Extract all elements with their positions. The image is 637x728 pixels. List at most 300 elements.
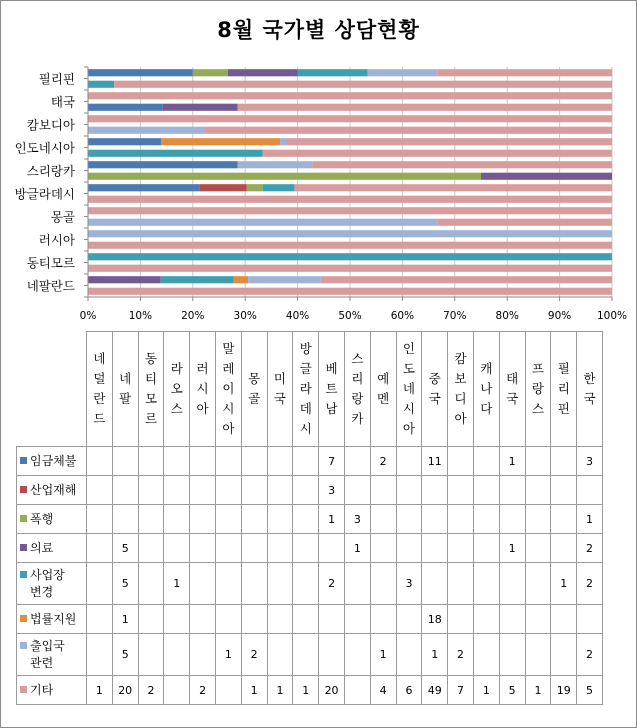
- table-cell: [344, 676, 370, 705]
- bar-segment: [437, 69, 612, 76]
- table-cell: [525, 476, 551, 505]
- table-cell: [267, 476, 293, 505]
- bar-segment: [88, 115, 612, 122]
- table-cell: [370, 605, 396, 634]
- row-label: [17, 676, 87, 705]
- table-cell: [473, 563, 499, 605]
- column-header: [87, 332, 113, 447]
- table-cell: 6: [396, 676, 422, 705]
- bar-segment: [263, 150, 612, 157]
- table-cell: [370, 563, 396, 605]
- table-cell: [396, 505, 422, 534]
- bar-segment: [88, 184, 199, 191]
- column-header-label: 동 티 모 르: [144, 351, 158, 426]
- table-cell: 1: [293, 676, 319, 705]
- table-cell: [164, 634, 190, 676]
- table-cell: [241, 563, 267, 605]
- x-tick-label: 20%: [181, 310, 205, 322]
- table-cell: [448, 447, 474, 476]
- table-cell: 1: [164, 563, 190, 605]
- bar-segment: [287, 138, 612, 145]
- column-header: [164, 332, 190, 447]
- column-header: [396, 332, 422, 447]
- table-cell: [344, 476, 370, 505]
- bar-segment: [88, 265, 612, 272]
- table-cell: [241, 476, 267, 505]
- table-cell: [499, 563, 525, 605]
- table-cell: [267, 634, 293, 676]
- legend-swatch: [20, 686, 27, 693]
- column-header: [293, 332, 319, 447]
- table-cell: 2: [577, 534, 603, 563]
- table-cell: [473, 447, 499, 476]
- bar-segment: [88, 104, 163, 111]
- table-cell: [267, 563, 293, 605]
- table-cell: [344, 447, 370, 476]
- column-header: [267, 332, 293, 447]
- table-cell: 1: [577, 505, 603, 534]
- table-row: [17, 676, 603, 705]
- x-tick-label: 30%: [233, 310, 257, 322]
- column-header-label: 말 레 이 시 아: [222, 341, 235, 436]
- table-cell: 1: [525, 676, 551, 705]
- bar-segment: [193, 69, 228, 76]
- table-cell: 2: [448, 634, 474, 676]
- table-cell: 5: [499, 676, 525, 705]
- column-header: [577, 332, 603, 447]
- table-cell: [293, 476, 319, 505]
- table-cell: [190, 605, 216, 634]
- table-cell: [370, 534, 396, 563]
- column-header: [241, 332, 267, 447]
- column-header: [344, 332, 370, 447]
- column-header: [112, 332, 138, 447]
- x-tick-label: 10%: [128, 310, 153, 322]
- table-cell: [344, 634, 370, 676]
- bar-segment: [88, 150, 263, 157]
- bar-chart: [0, 0, 637, 330]
- data-table: [16, 331, 603, 705]
- legend-swatch: [20, 571, 27, 578]
- table-cell: [241, 605, 267, 634]
- column-header-label: 러 시 아: [196, 361, 209, 416]
- bar-segment: [437, 219, 612, 226]
- column-header-label: 인 도 네 시 아: [402, 341, 415, 436]
- bar-segment: [88, 196, 612, 203]
- bar-segment: [294, 184, 612, 191]
- table-cell: [499, 634, 525, 676]
- column-header: [473, 332, 499, 447]
- legend-label: 출입국 관련: [30, 638, 65, 670]
- column-header: [319, 332, 345, 447]
- legend-label: 사업장 변경: [30, 567, 65, 599]
- table-cell: [396, 476, 422, 505]
- column-header-label: 라 오 스: [170, 361, 183, 416]
- bar-segment: [199, 184, 247, 191]
- table-cell: 18: [422, 605, 448, 634]
- table-cell: 1: [422, 634, 448, 676]
- table-row: [17, 563, 603, 605]
- table-cell: [164, 605, 190, 634]
- table-cell: [448, 476, 474, 505]
- table-cell: [112, 476, 138, 505]
- column-header-label: 캄 보 디 아: [454, 351, 467, 426]
- column-header: [448, 332, 474, 447]
- table-cell: [551, 605, 577, 634]
- bar-segment: [298, 69, 368, 76]
- table-cell: 1: [87, 676, 113, 705]
- table-cell: [164, 505, 190, 534]
- table-cell: [396, 447, 422, 476]
- row-label: [17, 447, 87, 476]
- bar-segment: [88, 230, 612, 237]
- table-cell: [241, 447, 267, 476]
- x-tick-label: 0%: [79, 310, 97, 322]
- table-cell: [422, 534, 448, 563]
- column-header-label: 중 국: [428, 371, 441, 406]
- table-cell: [293, 534, 319, 563]
- y-tick-label: 스리랑카: [26, 163, 75, 179]
- table-cell: [241, 534, 267, 563]
- bar-segment: [481, 173, 612, 180]
- table-cell: [525, 563, 551, 605]
- table-cell: 1: [499, 534, 525, 563]
- table-cell: 3: [396, 563, 422, 605]
- table-cell: [577, 605, 603, 634]
- bar-segment: [248, 276, 321, 283]
- bar-segment: [247, 184, 263, 191]
- table-row: [17, 634, 603, 676]
- x-tick-label: 60%: [390, 310, 415, 322]
- legend-label: 기타: [30, 682, 54, 697]
- column-header-label: 베 트 남: [325, 361, 338, 416]
- table-cell: [190, 634, 216, 676]
- table-row: [17, 447, 603, 476]
- y-tick-label: 필리핀: [38, 71, 75, 87]
- y-tick-label: 동티모르: [26, 255, 75, 271]
- table-cell: [112, 505, 138, 534]
- bar-segment: [88, 161, 238, 168]
- column-header: [215, 332, 241, 447]
- bar-segment: [228, 69, 298, 76]
- table-cell: [319, 605, 345, 634]
- table-cell: [473, 605, 499, 634]
- bar-segment: [163, 104, 238, 111]
- table-cell: [551, 447, 577, 476]
- table-cell: 11: [422, 447, 448, 476]
- bar-segment: [88, 276, 161, 283]
- table-cell: [87, 476, 113, 505]
- table-header-row: [17, 332, 603, 447]
- column-header-label: 필 리 핀: [557, 361, 570, 416]
- bar-segment: [204, 127, 612, 134]
- column-header-label: 캐 나 다: [480, 361, 493, 416]
- table-cell: [164, 676, 190, 705]
- table-cell: [473, 534, 499, 563]
- table-cell: [190, 534, 216, 563]
- table-cell: 20: [319, 676, 345, 705]
- x-tick-label: 80%: [495, 310, 519, 322]
- table-cell: 1: [551, 563, 577, 605]
- column-header-label: 미 국: [273, 371, 286, 406]
- table-row: [17, 476, 603, 505]
- y-tick-labels: [15, 72, 75, 294]
- row-label: [17, 563, 87, 605]
- table-cell: 2: [577, 634, 603, 676]
- table-cell: [138, 605, 164, 634]
- table-cell: [551, 476, 577, 505]
- table-cell: [448, 563, 474, 605]
- table-corner: [17, 332, 87, 447]
- x-tick-labels: [80, 310, 627, 322]
- table-cell: [215, 605, 241, 634]
- row-label: [17, 634, 87, 676]
- bar-segment: [88, 138, 161, 145]
- table-cell: [267, 447, 293, 476]
- table-cell: [525, 534, 551, 563]
- table-cell: 1: [370, 634, 396, 676]
- table-cell: [87, 505, 113, 534]
- column-header: [499, 332, 525, 447]
- bar-segment: [321, 276, 612, 283]
- table-cell: [215, 534, 241, 563]
- table-cell: [164, 476, 190, 505]
- bar-segment: [88, 69, 193, 76]
- table-cell: [396, 605, 422, 634]
- x-tick-label: 70%: [443, 310, 467, 322]
- table-cell: 2: [319, 563, 345, 605]
- legend-label: 폭행: [30, 511, 54, 526]
- column-header: [422, 332, 448, 447]
- table-cell: [448, 505, 474, 534]
- table-cell: [577, 476, 603, 505]
- table-cell: [87, 563, 113, 605]
- table-cell: 1: [241, 676, 267, 705]
- table-cell: 2: [138, 676, 164, 705]
- bar-segment: [238, 161, 313, 168]
- table-cell: 1: [344, 534, 370, 563]
- legend-label: 임금체불: [30, 453, 77, 468]
- table-cell: [448, 605, 474, 634]
- bar-segment: [161, 138, 280, 145]
- row-label: [17, 605, 87, 634]
- table-cell: [293, 505, 319, 534]
- legend-swatch: [20, 486, 27, 493]
- bar-segment: [88, 207, 612, 214]
- bar-segment: [88, 81, 114, 88]
- column-header: [138, 332, 164, 447]
- table-row: [17, 605, 603, 634]
- table-cell: [396, 534, 422, 563]
- bar-segment: [234, 276, 249, 283]
- table-cell: [344, 563, 370, 605]
- table-cell: [525, 605, 551, 634]
- table-cell: [164, 534, 190, 563]
- bar-segment: [238, 104, 612, 111]
- table-cell: 5: [112, 634, 138, 676]
- table-cell: 20: [112, 676, 138, 705]
- table-cell: [87, 634, 113, 676]
- table-cell: [112, 447, 138, 476]
- bar-segment: [88, 92, 612, 99]
- table-cell: 1: [112, 605, 138, 634]
- table-cell: 7: [448, 676, 474, 705]
- table-cell: 5: [112, 563, 138, 605]
- legend-swatch: [20, 457, 27, 464]
- table-cell: [87, 447, 113, 476]
- bar-segment: [88, 219, 437, 226]
- table-cell: [138, 505, 164, 534]
- table-cell: [499, 605, 525, 634]
- column-header: [370, 332, 396, 447]
- table-cell: [87, 605, 113, 634]
- row-label: [17, 505, 87, 534]
- bar-segment: [114, 81, 612, 88]
- table-cell: 2: [577, 563, 603, 605]
- table-cell: [138, 563, 164, 605]
- bar-segment: [88, 173, 481, 180]
- table-cell: 1: [319, 505, 345, 534]
- table-cell: [551, 505, 577, 534]
- legend-label: 법률지원: [30, 611, 77, 626]
- bar-segment: [88, 253, 612, 260]
- table-cell: [370, 505, 396, 534]
- y-tick-label: 네팔란드: [26, 278, 75, 294]
- x-tick-label: 90%: [547, 310, 572, 322]
- table-cell: [499, 505, 525, 534]
- bar-segment: [88, 242, 612, 249]
- table-cell: 3: [577, 447, 603, 476]
- table-cell: [267, 505, 293, 534]
- table-cell: [190, 447, 216, 476]
- table-cell: [138, 476, 164, 505]
- bar-segment: [161, 276, 234, 283]
- table-cell: [551, 534, 577, 563]
- table-cell: [422, 505, 448, 534]
- table-cell: [215, 447, 241, 476]
- table-cell: [215, 505, 241, 534]
- bar-segment: [88, 288, 612, 295]
- table-cell: [190, 505, 216, 534]
- chart-title: 8월 국가별 상담현황: [217, 18, 420, 42]
- table-cell: [87, 534, 113, 563]
- table-cell: [267, 534, 293, 563]
- column-header: [551, 332, 577, 447]
- table-cell: [551, 634, 577, 676]
- y-tick-label: 태국: [50, 94, 75, 110]
- bar-segment: [263, 184, 295, 191]
- table-cell: [138, 534, 164, 563]
- table-cell: [473, 634, 499, 676]
- legend-swatch: [20, 615, 27, 622]
- table-cell: [473, 476, 499, 505]
- table-cell: [473, 505, 499, 534]
- bar-segment: [367, 69, 437, 76]
- table-cell: [293, 563, 319, 605]
- table-cell: 2: [370, 447, 396, 476]
- table-cell: [241, 505, 267, 534]
- table-row: [17, 534, 603, 563]
- table-cell: [215, 563, 241, 605]
- column-header-label: 예 멘: [377, 371, 390, 406]
- table-cell: [138, 447, 164, 476]
- table-cell: [422, 476, 448, 505]
- column-header-label: 스 리 랑 카: [351, 351, 364, 426]
- table-cell: 3: [344, 505, 370, 534]
- column-header-label: 프 랑 스: [531, 361, 544, 416]
- table-cell: [319, 534, 345, 563]
- gridlines: [88, 67, 612, 297]
- table-cell: 49: [422, 676, 448, 705]
- y-tick-label: 몽골: [50, 209, 75, 225]
- x-tick-label: 40%: [285, 310, 310, 322]
- bar-segment: [313, 161, 612, 168]
- x-tick-label: 100%: [596, 310, 628, 322]
- table-cell: 19: [551, 676, 577, 705]
- y-tick-label: 캄보디아: [26, 117, 75, 133]
- legend-swatch: [20, 642, 27, 649]
- table-cell: 7: [319, 447, 345, 476]
- table-cell: [422, 563, 448, 605]
- table-cell: 5: [112, 534, 138, 563]
- column-header-label: 네 덜 란 드: [93, 351, 106, 426]
- legend-label: 산업재해: [30, 482, 77, 497]
- column-header-label: 방 글 라 데 시: [299, 341, 312, 436]
- table-cell: [293, 634, 319, 676]
- y-tick-label: 인도네시아: [14, 140, 75, 156]
- bar-segment: [280, 138, 287, 145]
- table-row: [17, 505, 603, 534]
- table-cell: 1: [499, 447, 525, 476]
- y-tick-label: 러시아: [38, 232, 75, 248]
- row-label: [17, 534, 87, 563]
- table-cell: [293, 605, 319, 634]
- table-cell: [267, 605, 293, 634]
- table-cell: 2: [190, 676, 216, 705]
- table-cell: [525, 634, 551, 676]
- column-header-label: 한 국: [583, 371, 596, 406]
- table-cell: [319, 634, 345, 676]
- column-header-label: 네 팔: [119, 371, 132, 406]
- table-cell: [344, 605, 370, 634]
- table-cell: 4: [370, 676, 396, 705]
- table-cell: [525, 447, 551, 476]
- table-cell: 3: [319, 476, 345, 505]
- y-tick-label: 방글라데시: [14, 186, 75, 202]
- table-cell: [190, 476, 216, 505]
- table-cell: [215, 476, 241, 505]
- table-cell: 2: [241, 634, 267, 676]
- table-cell: [215, 676, 241, 705]
- column-header: [525, 332, 551, 447]
- table-cell: 1: [267, 676, 293, 705]
- bar-segment: [88, 127, 204, 134]
- column-header-label: 태 국: [506, 371, 519, 406]
- table-cell: [448, 534, 474, 563]
- legend-swatch: [20, 544, 27, 551]
- legend-label: 의료: [30, 540, 54, 555]
- table-cell: [164, 447, 190, 476]
- column-header-label: 몽 골: [248, 371, 261, 406]
- table-cell: [499, 476, 525, 505]
- table-cell: [370, 476, 396, 505]
- x-tick-label: 50%: [338, 310, 362, 322]
- table-cell: 1: [473, 676, 499, 705]
- table-cell: [138, 634, 164, 676]
- row-label: [17, 476, 87, 505]
- table-cell: 5: [577, 676, 603, 705]
- table-cell: 1: [215, 634, 241, 676]
